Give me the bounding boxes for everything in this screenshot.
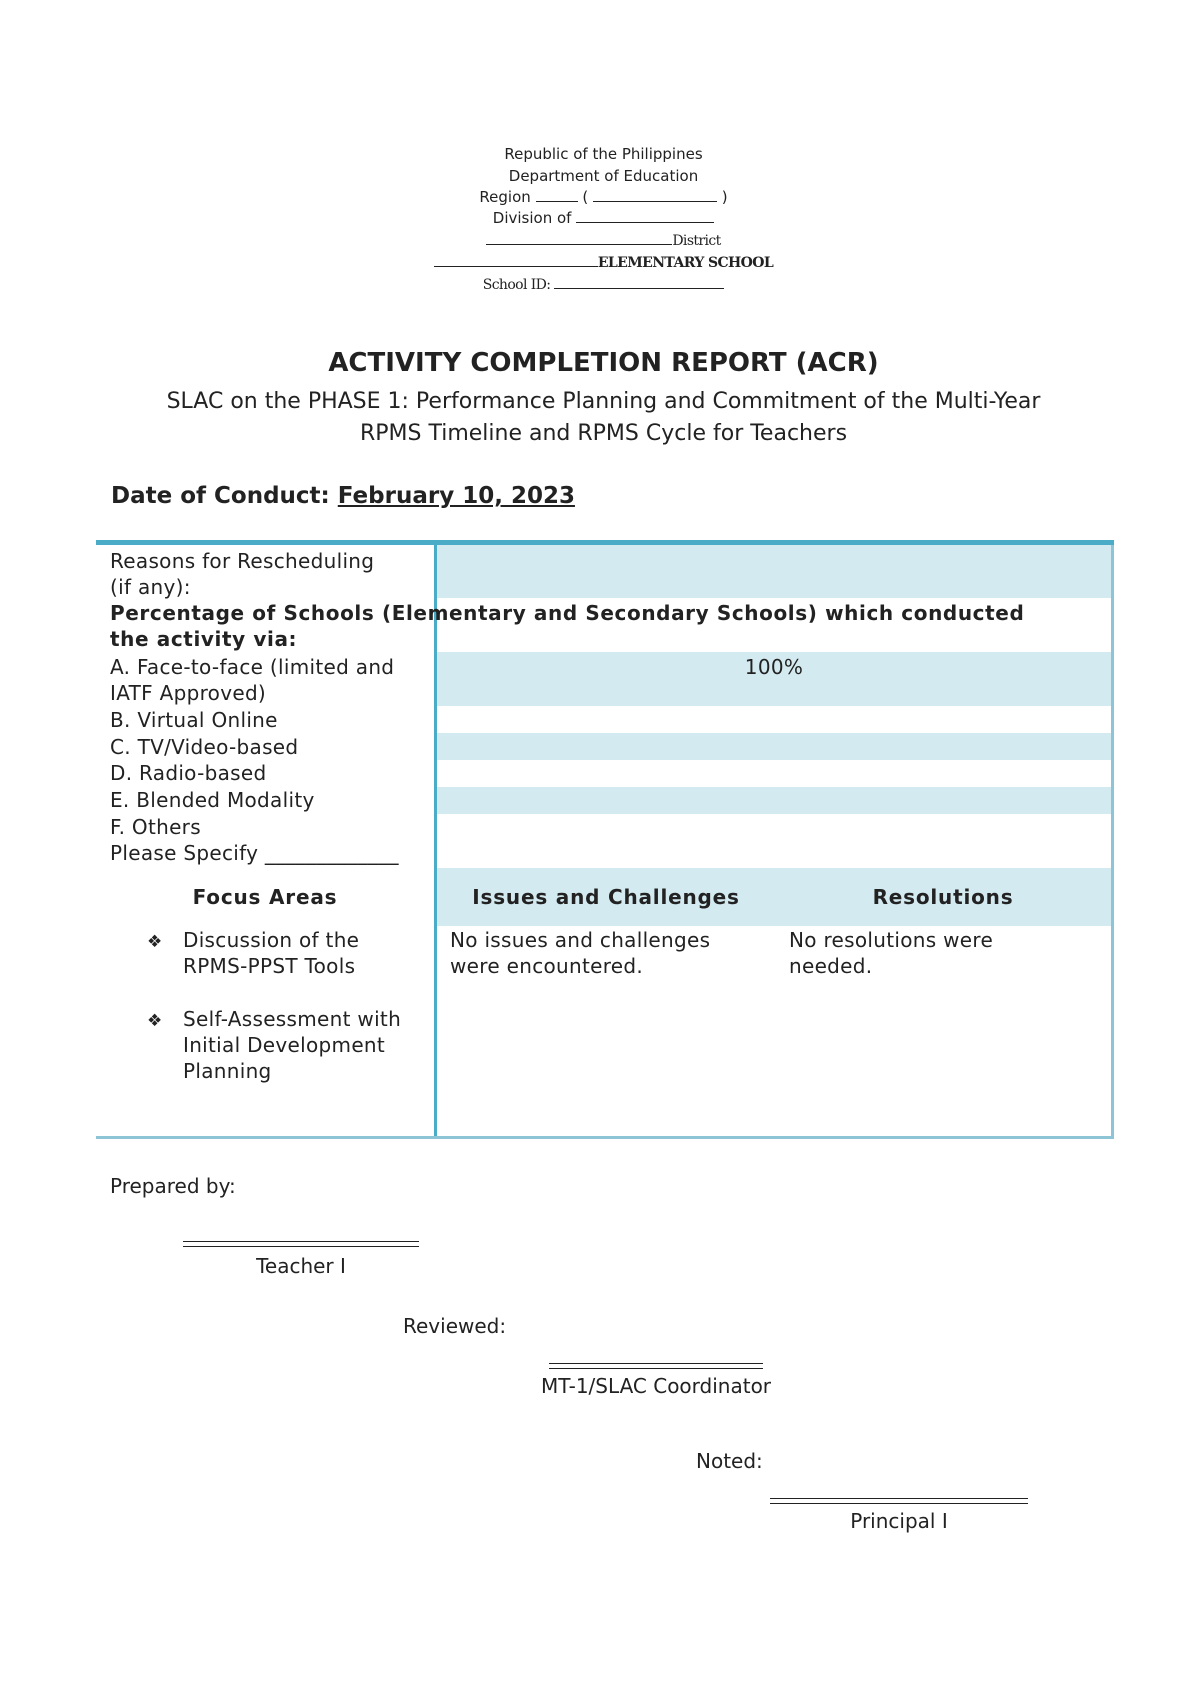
header-republic: Republic of the Philippines [504,145,703,163]
focus-area-item [183,1006,401,1084]
mode-f-label [110,814,399,866]
noted-signature-line [770,1498,1028,1504]
report-subtitle [0,386,1200,450]
reasons-line-2: (if any): [110,575,191,599]
reviewed-signature-line [549,1363,763,1369]
column-resolutions: Resolutions [872,885,1014,909]
date-of-conduct [111,483,575,509]
header-region: Region ( ) [479,188,728,206]
division-label: Division of [492,209,572,227]
district-label: District [672,233,721,249]
focus-area-2-line-2: Initial Development [183,1033,386,1057]
date-value: February 10, 2023 [337,483,575,509]
noted-label: Noted: [696,1449,763,1473]
column-issues: Issues and Challenges [472,885,740,909]
percentage-line-1: Percentage of Schools (Elementary and Secondary Schools) which conducted [110,601,1025,625]
mode-c-label: C. TV/Video-based [110,735,299,759]
focus-area-1-line-2: RPMS-PPST Tools [183,954,356,978]
resolutions-text [789,927,993,979]
header-district [0,230,1200,252]
mode-c-value-cell [437,733,1111,760]
table-bottom-border [96,1136,1114,1139]
focus-area-2-line-3: Planning [183,1059,272,1083]
reviewed-role: MT-1/SLAC Coordinator [540,1374,772,1398]
prepared-signature-line [183,1241,419,1247]
table-top-border [96,540,1114,545]
mode-a-label [110,654,394,706]
mode-e-value-cell [437,787,1111,814]
report-title: ACTIVITY COMPLETION REPORT (ACR) [328,348,879,378]
subtitle-line-2: RPMS Timeline and RPMS Cycle for Teachers [359,421,848,446]
focus-area-2-line-1: Self-Assessment with [183,1007,402,1031]
reasons-label [110,548,374,600]
resolutions-line-2: needed. [789,954,873,978]
issues-line-2: were encountered. [450,954,644,978]
mode-d-label: D. Radio-based [110,761,267,785]
percentage-line-2: the activity via: [110,627,298,651]
school-label: ELEMENTARY SCHOOL [597,255,774,271]
mode-e-label: E. Blended Modality [110,788,315,812]
mode-a-line-2: IATF Approved) [110,681,267,705]
header-school [0,252,1200,274]
mode-a-value: 100% [744,655,804,679]
diamond-bullet-icon: ❖ [147,1011,163,1031]
issues-line-1: No issues and challenges [450,928,711,952]
reasons-value-cell [437,545,1111,598]
prepared-role: Teacher I [256,1254,346,1278]
focus-area-1-line-1: Discussion of the [183,928,360,952]
subtitle-line-1: SLAC on the PHASE 1: Performance Planning and Commitment of the Multi-Year [166,389,1041,414]
focus-area-item [183,927,359,979]
table-right-border [1111,545,1114,1139]
noted-role: Principal I [850,1509,948,1533]
header-division [0,208,1200,229]
region-label: Region [479,188,531,206]
reasons-line-1: Reasons for Rescheduling [110,549,375,573]
percentage-heading [110,600,1024,652]
reviewed-label: Reviewed: [403,1314,507,1338]
header-school-id [0,274,1200,296]
issues-text [450,927,710,979]
date-label: Date of Conduct: [111,483,330,509]
resolutions-line-1: No resolutions were [789,928,994,952]
mode-a-line-1: A. Face-to-face (limited and [110,655,395,679]
column-focus-areas: Focus Areas [192,885,338,909]
mode-b-label: B. Virtual Online [110,708,278,732]
header-department: Department of Education [508,167,699,185]
mode-f-line-1: F. Others [110,815,201,839]
mode-f-line-2: Please Specify _____________ [110,841,399,865]
school-id-label: School ID: [482,277,551,293]
prepared-by-label: Prepared by: [110,1174,236,1198]
diamond-bullet-icon: ❖ [147,932,163,952]
